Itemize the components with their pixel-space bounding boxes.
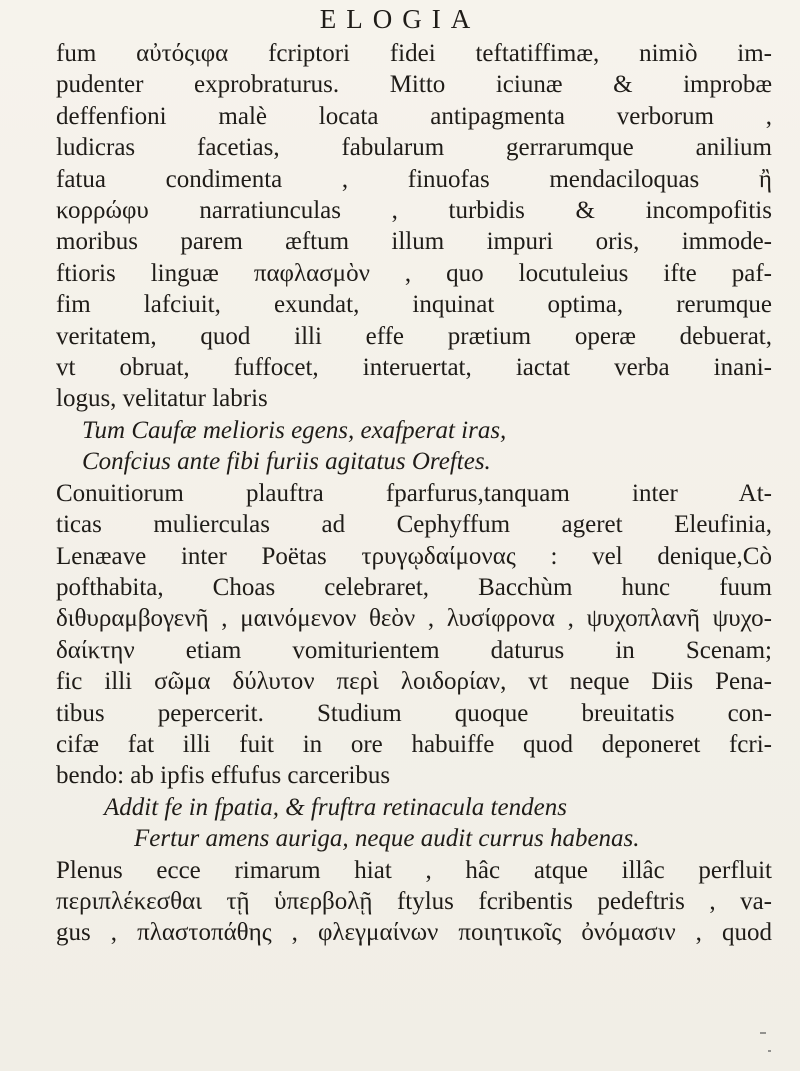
text-line: δαίκτην etiam vomiturientem daturus in Scenam;: [56, 636, 772, 664]
text-line: pofthabita, Choas celebraret, Bacchùm hunc fuum: [56, 573, 772, 601]
text-line: cifæ fat illi fuit in ore habuiffe quod deponeret fcri-: [56, 730, 772, 758]
text-line: deffenfioni malè locata antipagmenta verborum ,: [56, 102, 772, 130]
text-line: ludicras facetias, fabularum gerrarumque anilium: [56, 134, 772, 162]
text-line: vt obruat, fuffocet, interuertat, iactat verba inani-: [56, 354, 772, 382]
verse-line: Tum Caufæ melioris egens, exafperat iras,: [82, 416, 507, 444]
text-line: bendo: ab ipfis effufus carceribus: [56, 762, 391, 790]
text-line: ftioris linguæ παφλασμὸν , quo locutuleius ifte paf-: [56, 259, 772, 287]
text-line: moribus parem æftum illum impuri oris, immode-: [56, 228, 772, 256]
text-line: Plenus ecce rimarum hiat , hâc atque illâc perfluit: [56, 856, 772, 884]
text-line: fim lafciuit, exundat, inquinat optima, rerumque: [56, 291, 772, 319]
text-line: ticas mulierculas ad Cephyffum ageret Eleufinia,: [56, 511, 772, 539]
text-line: fic illi σῶμα δύλυτον περὶ λοιδορίαν, vt neque Diis Pena-: [56, 668, 772, 696]
text-line: διθυραμβογενῆ , μαινόμενον θεὸν , λυσίφρονα , ψυχοπλανῆ ψυχο-: [56, 605, 772, 633]
text-line: fum αὐτόςιφα fcriptori fidei teftatiffimæ, nimiò im-: [56, 40, 772, 67]
text-line: logus, velitatur labris: [56, 385, 268, 413]
verse-line: Addit fe in fpatia, & fruftra retinacula tendens: [104, 793, 567, 821]
page-speck: [760, 1032, 766, 1034]
text-line: Lenæave inter Poëtas τρυγῳδαίμονας : vel denique,Cò: [56, 542, 772, 570]
text-line: περιπλέκεσθαι τῇ ὑπερβολῇ ftylus fcribentis pedeftris , va-: [56, 887, 772, 915]
running-head: ELOGIA: [319, 4, 481, 34]
text-line: pudenter exprobraturus. Mitto iciunæ & improbæ: [56, 71, 772, 99]
text-line: fatua condimenta , finuofas mendaciloquas ἢ: [56, 165, 772, 193]
text-line: Conuitiorum plauftra fparfurus,tanquam inter At-: [56, 479, 772, 507]
page-speck: [768, 1050, 771, 1052]
text-line: κορρώφυ narratiunculas , turbidis & incompofitis: [56, 197, 772, 225]
text-line: gus , πλαστοπάθης , φλεγμαίνων ποιητικοῖς ὀνόμασιν , quod: [56, 919, 772, 947]
text-line: veritatem, quod illi effe prætium operæ debuerat,: [56, 322, 772, 350]
verse-line: Confcius ante fibi furiis agitatus Oreftes.: [82, 448, 491, 476]
verse-line: Fertur amens auriga, neque audit currus habenas.: [134, 825, 640, 853]
text-line: tibus pepercerit. Studium quoque breuitatis con-: [56, 699, 772, 727]
latin-text-block: [56, 38, 772, 949]
